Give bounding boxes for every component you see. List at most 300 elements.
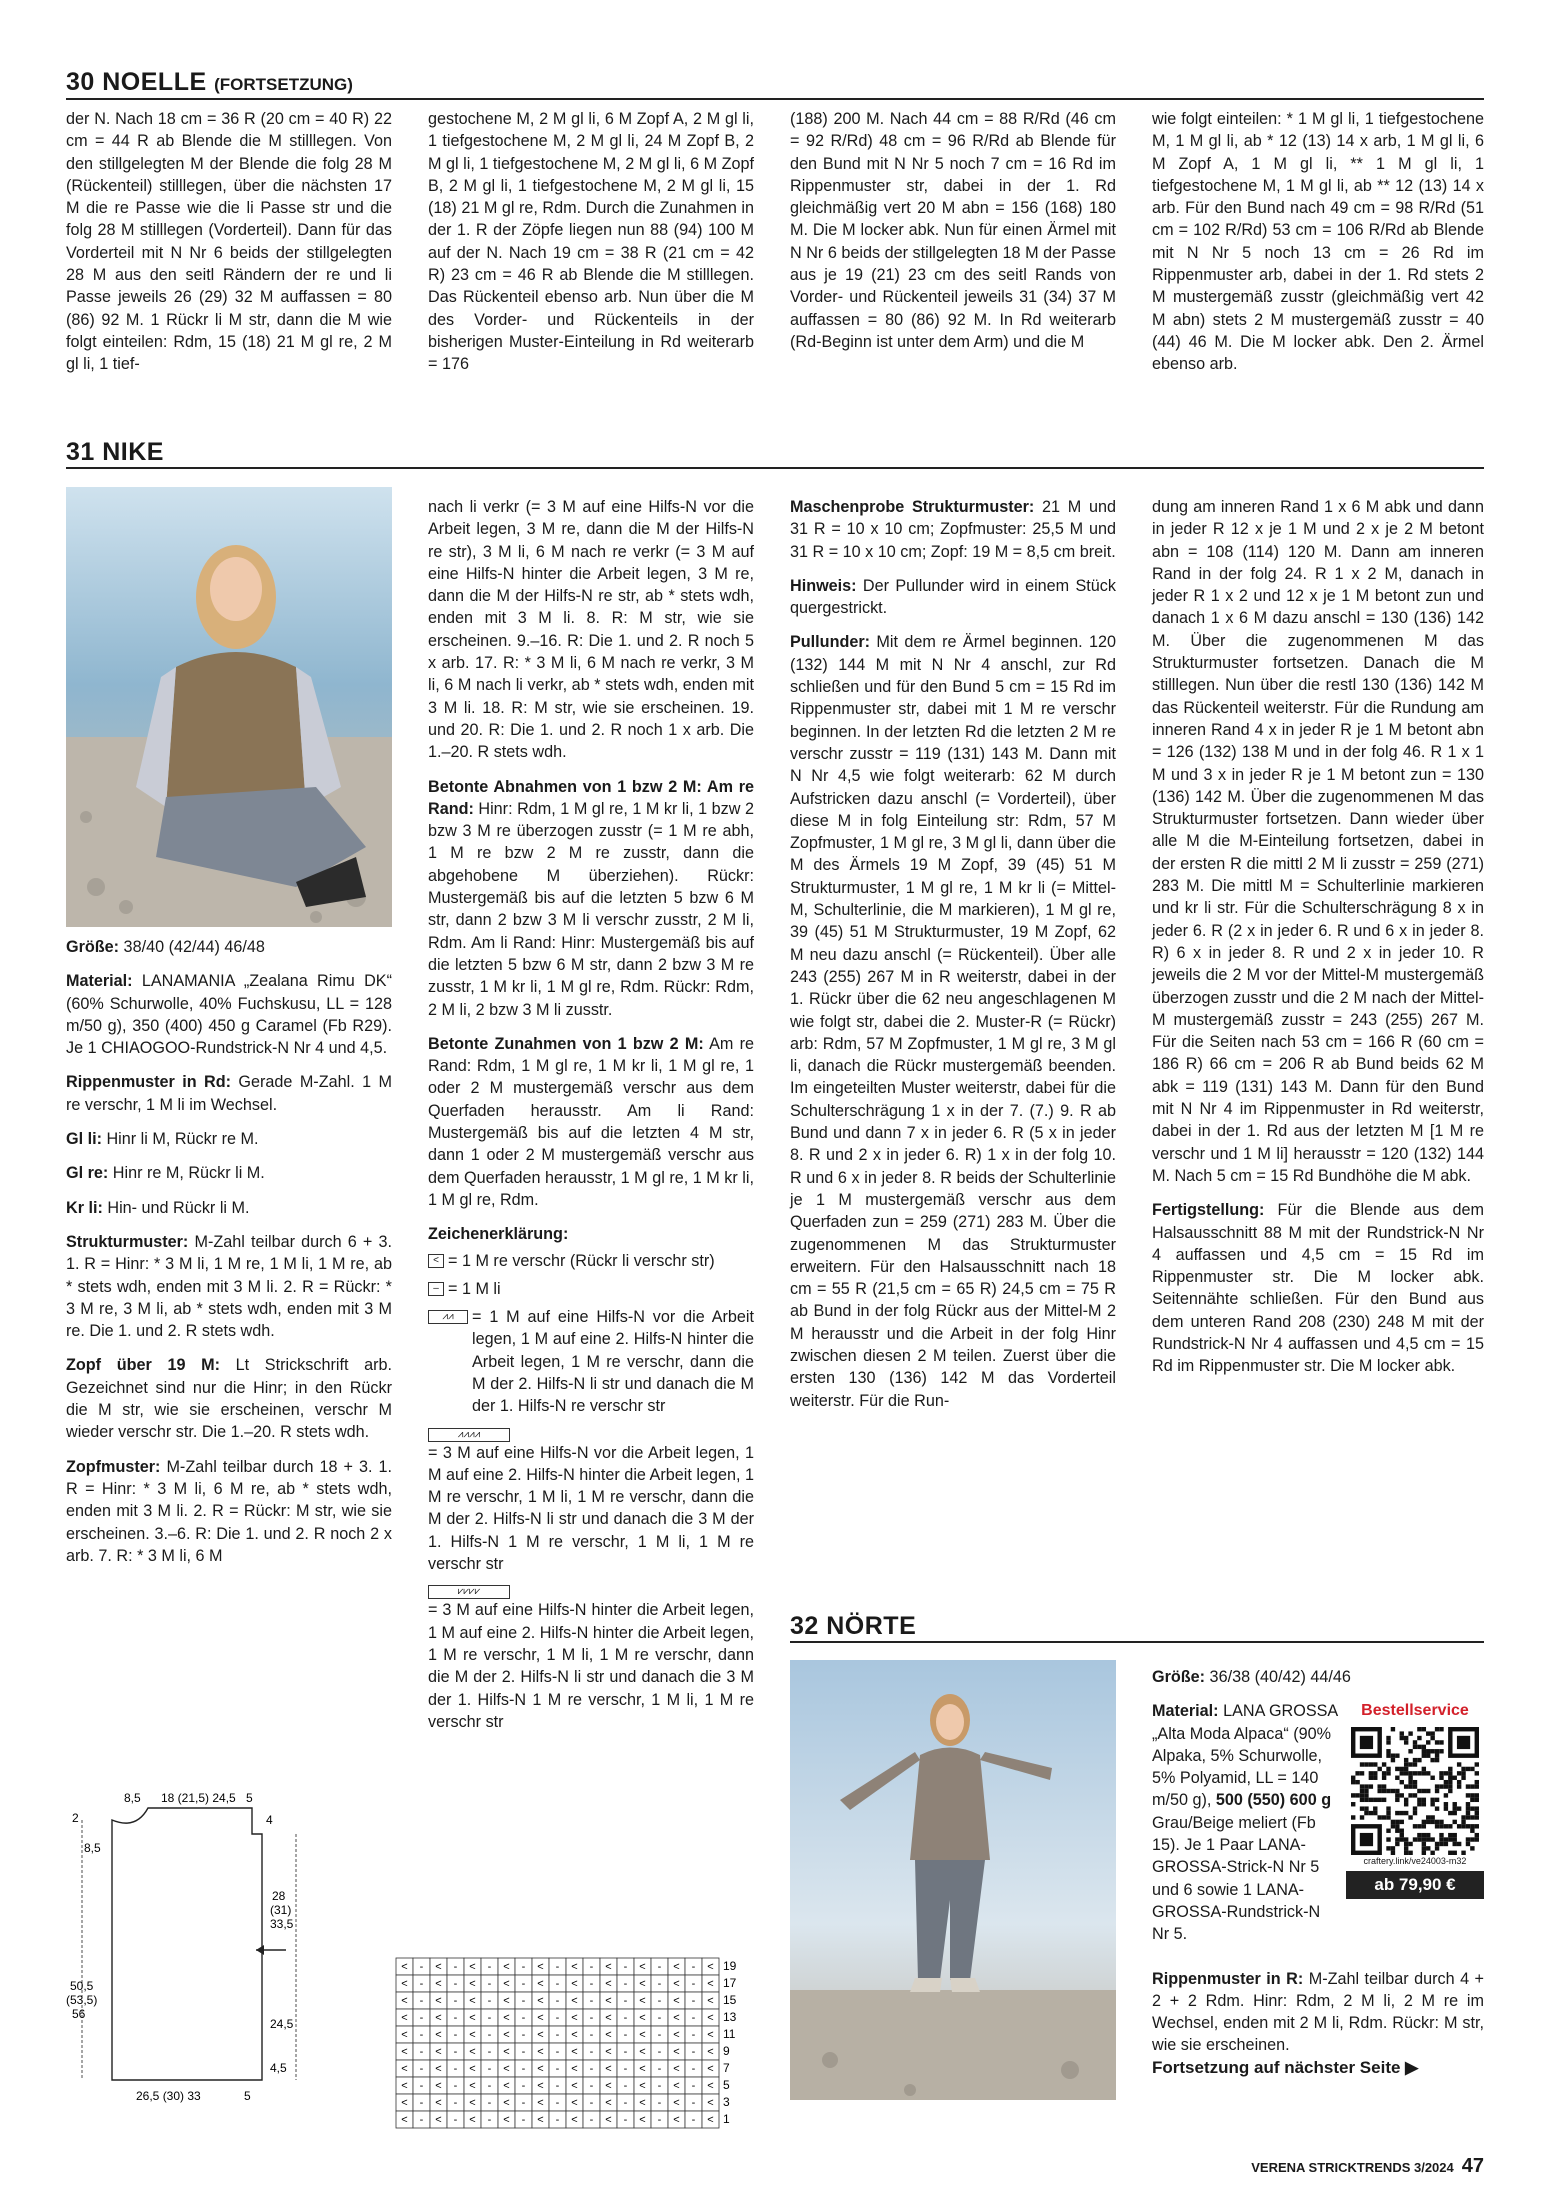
chart-cell-symbol: < bbox=[605, 2063, 612, 2075]
chart-cell-symbol: - bbox=[691, 1995, 696, 2007]
groesse-text: 38/40 (42/44) 46/48 bbox=[119, 938, 265, 956]
groesse-para bbox=[66, 936, 392, 958]
chart-cell-symbol: < bbox=[469, 2097, 476, 2109]
chart-cell-symbol: - bbox=[555, 1961, 560, 1973]
chart-cell-symbol: < bbox=[469, 2012, 476, 2024]
chart-cell-symbol: < bbox=[571, 2080, 578, 2092]
chart-cell-symbol: < bbox=[571, 2063, 578, 2075]
chart-cell-symbol: - bbox=[555, 1995, 560, 2007]
chart-row-label: 13 bbox=[723, 2010, 737, 2024]
legend-item-4 bbox=[428, 1424, 754, 1576]
chart-cell-symbol: < bbox=[639, 2080, 646, 2092]
schema-r-4: 33,5 bbox=[270, 1917, 294, 1931]
zopf-text: Lt Strickschrift arb. Gezeichnet sind nur die Hinr; in den Rückr die M str, wie sie erscheinen, verschr M wieder verschr str. Die 1.–20. R stets wdh. bbox=[66, 1356, 392, 1442]
schema-top-2: 18 (21,5) 24,5 bbox=[161, 1791, 236, 1805]
material-text: LANAMANIA „Zealana Rimu DK“ (60% Schurwolle, 40% Fuchskusu, LL = 128 m/50 g), 350 (400) 450 g Caramel (Fb R29). Je 1 CHIAOGOO-Rundstrick-N Nr 4 und 4,5. bbox=[66, 972, 392, 1058]
chart-cell-symbol: < bbox=[639, 1995, 646, 2007]
chart-cell-symbol: - bbox=[623, 2080, 628, 2092]
legend-item-3 bbox=[428, 1306, 754, 1417]
chart-cell-symbol: - bbox=[555, 2029, 560, 2041]
schema-b-1: 26,5 (30) 33 bbox=[136, 2089, 201, 2103]
chart-cell-symbol: - bbox=[589, 2046, 594, 2058]
chart-row-label: 19 bbox=[723, 1959, 737, 1973]
chart-cell-symbol: - bbox=[487, 2029, 492, 2041]
legend-title: Zeichenerklärung: bbox=[428, 1225, 569, 1244]
chart-row-label: 5 bbox=[723, 2078, 730, 2092]
chart-cell-symbol: < bbox=[537, 1995, 544, 2007]
chart-row-label: 11 bbox=[723, 2027, 736, 2041]
schema-l-3: 56 bbox=[72, 2007, 86, 2021]
chart-cell-symbol: < bbox=[537, 2080, 544, 2092]
chart-row-label: 3 bbox=[723, 2095, 730, 2109]
chart-cell-symbol: - bbox=[419, 1978, 424, 1990]
chart-cell-symbol: - bbox=[453, 1961, 458, 1973]
chart-cell-symbol: < bbox=[401, 2097, 408, 2109]
chart-cell-symbol: < bbox=[401, 1961, 408, 1973]
chart-cell-symbol: < bbox=[571, 2046, 578, 2058]
chart-cell-symbol: < bbox=[537, 2114, 544, 2126]
section-30-text-1: der N. Nach 18 cm = 36 R (20 cm = 40 R) 22 cm = 44 R ab Blende die M stilllegen. Von den stillgelegten M der Blende die folg 28 M (Rückenteil) stilllegen, über die nächsten 17 M die re Passe wie die li Passe str und die folg 28 M stilllegen (Vorderteil). Dann für das Vorderteil mit N Nr 6 beids der stillgelegten 28 M aus den seitl Rändern der re und li Passe jeweils 26 (29) 32 M auffassen = 80 (86) 92 M. 1 Rückr li M str, dann die M wie folgt einteilen: Rdm, 15 (18) 21 M gl re, 2 M gl li, 1 tief- bbox=[66, 110, 392, 374]
chart-cell-symbol: < bbox=[707, 2063, 714, 2075]
chart-cell-symbol: < bbox=[503, 1995, 510, 2007]
section-30-col-3 bbox=[790, 108, 1116, 365]
chart-cell-symbol: - bbox=[487, 2012, 492, 2024]
noerte-material-text: LANA GROSSA „Alta Moda Alpaca“ (90% Alpaka, 5% Schurwolle, 5% Polyamid, LL = 140 m/50 g), bbox=[1152, 1702, 1338, 1810]
kr-li-text: Hin- und Rückr li M. bbox=[102, 1198, 250, 1217]
chart-cell-symbol: < bbox=[537, 2029, 544, 2041]
struktur-heading: Strukturmuster: bbox=[66, 1232, 189, 1251]
noerte-model-photo bbox=[790, 1660, 1116, 2100]
chart-cell-symbol: - bbox=[623, 2046, 628, 2058]
chart-cell-symbol: < bbox=[537, 2046, 544, 2058]
chart-cell-symbol: < bbox=[707, 1995, 714, 2007]
chart-cell-symbol: - bbox=[657, 2114, 662, 2126]
chart-cell-symbol: < bbox=[639, 2012, 646, 2024]
fertigstellung-text: Für die Blende aus dem Halsausschnitt 88 M mit der Rundstrick-N Nr 4 auffassen und 4,5 cm = 15 Rd im Rippenmuster str. Die M locker abk. Seitennähte schließen. Für den Bund aus dem unteren Rand 208 (230) 248 M mit der Rundstrick-N Nr 4 auffassen und 4,5 cm = 15 Rd im Rippenmuster str. Die M locker abk. bbox=[1152, 1201, 1484, 1376]
section-30-subtitle: (FORTSETZUNG) bbox=[214, 75, 353, 94]
chart-cell-symbol: < bbox=[707, 2080, 714, 2092]
chart-cell-symbol: < bbox=[639, 2097, 646, 2109]
chart-cell-symbol: - bbox=[555, 2063, 560, 2075]
chart-row-label: 15 bbox=[723, 1993, 737, 2007]
chart-cell-symbol: < bbox=[605, 2097, 612, 2109]
chart-cell-symbol: - bbox=[453, 2097, 458, 2109]
zopfmuster-continued: nach li verkr (= 3 M auf eine Hilfs-N vor die Arbeit legen, 3 M re, dann die M der Hilfs-N re str), 3 M li, 6 M nach re verkr (= 3 M auf eine Hilfs-N hinter die Arbeit legen, 3 M re, dann die M der Hilfs-N re str, ab * stets wdh, enden mit 3 M li. 8. R: M str, wie sie erscheinen. 9.–16. R: Die 1. und 2. R noch 5 x arb. 17. R: * 3 M li, 6 M nach re verkr, 3 M li, 6 M nach li verkr, ab * stets wdh, enden mit 3 M li. 18. R: M str, wie sie erscheinen. 19. und 20. R: Die 1. und 2. R noch 1 x arb. Die 1.–20. R stets wdh. bbox=[428, 498, 754, 762]
chart-cell-symbol: < bbox=[707, 2012, 714, 2024]
chart-cell-symbol: < bbox=[707, 1978, 714, 1990]
page-footer bbox=[1251, 2155, 1484, 2178]
chart-cell-symbol: - bbox=[657, 2046, 662, 2058]
chart-cell-symbol: - bbox=[555, 1978, 560, 1990]
chart-cell-symbol: < bbox=[435, 1978, 442, 1990]
chart-cell-symbol: - bbox=[657, 1961, 662, 1973]
chart-cell-symbol: < bbox=[639, 2029, 646, 2041]
chart-cell-symbol: < bbox=[571, 1995, 578, 2007]
rippen-para bbox=[66, 1071, 392, 1116]
chart-cell-symbol: < bbox=[537, 1961, 544, 1973]
chart-cell-symbol: < bbox=[401, 2080, 408, 2092]
chart-cell-symbol: - bbox=[487, 2046, 492, 2058]
chart-cell-symbol: < bbox=[401, 1995, 408, 2007]
magazine-name: VERENA STRICKTRENDS 3/2024 bbox=[1251, 2160, 1454, 2175]
noerte-material-text-2: Grau/Beige meliert (Fb 15). Je 1 Paar LANA-GROSSA-Strick-N Nr 5 und 6 sowie 1 LANA-GROSSA-Rundstrick-N Nr 5. bbox=[1152, 1813, 1321, 1944]
chart-cell-symbol: < bbox=[673, 1961, 680, 1973]
chart-cell-symbol: - bbox=[691, 2080, 696, 2092]
material-heading: Material: bbox=[66, 972, 133, 991]
noerte-groesse-para bbox=[1152, 1666, 1484, 1688]
chart-cell-symbol: - bbox=[589, 2063, 594, 2075]
chart-cell-symbol: - bbox=[453, 2114, 458, 2126]
chart-cell-symbol: - bbox=[487, 2114, 492, 2126]
chart-cell-symbol: < bbox=[435, 1961, 442, 1973]
noerte-rippen-text: M-Zahl teilbar durch 4 + 2 + 2 Rdm. Hinr: Rdm, 2 M li, 2 M re im Wechsel, enden mit 2 M li, Rdm. Rückr: M str, wie sie erscheinen. bbox=[1152, 1969, 1485, 2055]
maschenprobe-para bbox=[790, 496, 1116, 563]
chart-cell-symbol: - bbox=[419, 2029, 424, 2041]
chart-cell-symbol: < bbox=[605, 1961, 612, 1973]
schema-l-1: 50,5 bbox=[70, 1979, 94, 1993]
chart-cell-symbol: - bbox=[589, 2012, 594, 2024]
chart-cell-symbol: - bbox=[623, 1961, 628, 1973]
strickschrift-svg bbox=[394, 1948, 766, 2138]
chart-cell-symbol: - bbox=[419, 1995, 424, 2007]
schema-r-5: 24,5 bbox=[270, 2017, 294, 2031]
chart-cell-symbol: < bbox=[435, 2029, 442, 2041]
section-31-rule bbox=[66, 467, 1484, 469]
chart-cell-symbol: - bbox=[657, 1978, 662, 1990]
chart-cell-symbol: - bbox=[589, 1995, 594, 2007]
pullunder-heading: Pullunder: bbox=[790, 633, 871, 652]
chart-cell-symbol: - bbox=[657, 1995, 662, 2007]
noerte-material-para bbox=[1152, 1700, 1346, 1945]
chart-cell-symbol: < bbox=[537, 2012, 544, 2024]
chart-cell-symbol: < bbox=[639, 2046, 646, 2058]
gl-li-para bbox=[66, 1128, 392, 1150]
zopf-para bbox=[66, 1354, 392, 1443]
fertigstellung-para bbox=[1152, 1199, 1484, 1377]
chart-cell-symbol: < bbox=[401, 2029, 408, 2041]
schema-l-2: (53,5) bbox=[66, 1993, 98, 2007]
chart-cell-symbol: < bbox=[605, 2029, 612, 2041]
zopfmuster-para bbox=[66, 1456, 392, 1567]
abnahmen-heading: Betonte Abnahmen von 1 bzw 2 M: Am re Rand: bbox=[428, 777, 754, 818]
rippen-heading: Rippenmuster in Rd: bbox=[66, 1073, 232, 1092]
chart-cell-symbol: - bbox=[691, 2029, 696, 2041]
legend-text-1: = 1 M re verschr (Rückr li verschr str) bbox=[448, 1251, 715, 1270]
chart-cell-symbol: < bbox=[435, 2114, 442, 2126]
chart-cell-symbol: - bbox=[657, 2012, 662, 2024]
legend-item-1 bbox=[428, 1250, 754, 1272]
nike-model-photo bbox=[66, 487, 392, 927]
chart-cell-symbol: - bbox=[623, 2097, 628, 2109]
chart-cell-symbol: < bbox=[673, 2012, 680, 2024]
chart-cell-symbol: < bbox=[605, 2046, 612, 2058]
chart-cell-symbol: - bbox=[555, 2046, 560, 2058]
chart-cell-symbol: - bbox=[453, 2063, 458, 2075]
chart-cell-symbol: < bbox=[605, 2012, 612, 2024]
section-32-text bbox=[1152, 1666, 1484, 2079]
material-row bbox=[1152, 1700, 1484, 1945]
chart-cell-symbol: - bbox=[453, 1978, 458, 1990]
gl-re-heading: Gl re: bbox=[66, 1164, 109, 1183]
chart-row-label: 9 bbox=[723, 2044, 730, 2058]
schema-lt-2: 8,5 bbox=[84, 1841, 101, 1855]
chart-cell-symbol: < bbox=[503, 2046, 510, 2058]
zunahmen-text: Am re Rand: Rdm, 1 M gl re, 1 M kr li, 1 M gl re, 1 oder 2 M mustergemäß verschr aus dem Querfaden herausstr. Am li Rand: Mustergemäß bis auf die letzten 4 M str, dann 1 oder 2 M mustergemäß verschr aus dem Querfaden herausstr, 1 M gl re, 1 M kr li, 1 M gl re, Rdm. bbox=[428, 1034, 755, 1209]
chart-cell-symbol: < bbox=[469, 1961, 476, 1973]
chart-cell-symbol: - bbox=[657, 2097, 662, 2109]
chart-cell-symbol: < bbox=[469, 1978, 476, 1990]
noerte-photo-illustration bbox=[790, 1660, 1116, 2100]
chart-cell-symbol: - bbox=[589, 2097, 594, 2109]
section-32-rule bbox=[790, 1641, 1484, 1643]
noerte-rippen-heading: Rippenmuster in R: bbox=[1152, 1969, 1304, 1988]
chart-cell-symbol: - bbox=[691, 2114, 696, 2126]
chart-cell-symbol: < bbox=[469, 2046, 476, 2058]
chart-cell-symbol: - bbox=[555, 2080, 560, 2092]
section-30-rule bbox=[66, 98, 1484, 100]
section-31-col-3 bbox=[790, 496, 1116, 1424]
chart-cell-symbol: - bbox=[521, 2080, 526, 2092]
zopfmuster-heading: Zopfmuster: bbox=[66, 1457, 161, 1476]
chart-cell-symbol: < bbox=[401, 2046, 408, 2058]
chart-cell-symbol: < bbox=[503, 2097, 510, 2109]
chart-cell-symbol: < bbox=[707, 2097, 714, 2109]
schema-outline bbox=[112, 1808, 262, 2080]
chart-cell-symbol: - bbox=[521, 2012, 526, 2024]
noerte-rippen-para bbox=[1152, 1968, 1484, 2057]
chart-cell-symbol: - bbox=[487, 1978, 492, 1990]
noerte-material-weight: 500 (550) 600 g bbox=[1215, 1791, 1332, 1810]
chart-cell-symbol: - bbox=[691, 2063, 696, 2075]
chart-cell-symbol: < bbox=[571, 1961, 578, 1973]
price-badge: ab 79,90 € bbox=[1346, 1871, 1484, 1899]
chart-cell-symbol: - bbox=[691, 1978, 696, 1990]
chart-cell-symbol: < bbox=[673, 1978, 680, 1990]
chart-cell-symbol: < bbox=[571, 2012, 578, 2024]
groesse-heading: Größe: bbox=[66, 938, 120, 956]
chart-cell-symbol: < bbox=[503, 2012, 510, 2024]
section-30-text-2: gestochene M, 2 M gl li, 6 M Zopf A, 2 M gl li, 1 tiefgestochene M, 2 M gl li, 24 M Zopf B, 2 M gl li, 1 tiefgestochene M, 2 M gl li, 6 M Zopf B, 2 M gl li, 1 tiefgestochene M, 2 M gl li, 15 (18) 21 M gl re, Rdm. Durch die Zunahmen in der 1. R der Zöpfe liegen nun 88 (94) 100 M auf der N. Nach 19 cm = 38 R (21 cm = 42 R) 23 cm = 46 R ab Blende die M stilllegen. Das Rückenteil ebenso arb. Nun über die M des Vorder- und Rückenteils in der bisherigen Muster-Einteilung in Rd weiterarb = 176 bbox=[428, 110, 754, 374]
chart-cell-symbol: < bbox=[537, 1978, 544, 1990]
chart-cell-symbol: < bbox=[605, 2114, 612, 2126]
kr-li-heading: Kr li: bbox=[66, 1198, 103, 1217]
chart-cell-symbol: < bbox=[435, 2097, 442, 2109]
chart-cell-symbol: < bbox=[503, 2029, 510, 2041]
chart-row-label: 1 bbox=[723, 2112, 730, 2126]
schema-lt-1: 2 bbox=[72, 1811, 79, 1825]
chart-cell-symbol: - bbox=[623, 2063, 628, 2075]
section-31-col-4 bbox=[1152, 496, 1484, 1390]
chart-cell-symbol: < bbox=[707, 2046, 714, 2058]
abnahmen-para bbox=[428, 776, 754, 1021]
pullunder-text: Mit dem re Ärmel beginnen. 120 (132) 144 M mit N Nr 4 anschl, zur Rd schließen und für den Bund 5 cm = 15 Rd im Rippenmuster str, dabei mit 1 M re verschr beginnen. In der letzten Rd die letzten 2 M re verschr zusstr = 119 (131) 143 M. Dann mit N Nr 4,5 wie folgt weiterarb: 62 M durch Aufstricken dazu anschl (= Vorderteil), über diese M in folg Einteilung str: Rdm, 57 M Zopfmuster, 1 M gl re, 3 M gl li, dann über die M des Ärmels 19 M Zopf, 39 (45) 51 M Strukturmuster, 1 M gl re, 1 M kr li (= Mittel-M, Schulterlinie, die M markieren), 1 M gl re, 39 (45) 51 M Strukturmuster, 19 M Zopf, 62 M neu dazu anschl (= Rückenteil). Über alle 243 (255) 267 M in R weiterstr, dabei in der 1. Rückr über die 62 neu angeschlagenen M wie folgt str, dabei die 2. Muster-R (= Rückr) arb: Rdm, 57 M Zopfmuster, 1 M gl re, 3 M gl li, danach die Rückr mustergemäß beenden. Im eingeteilten Muster weiterstr, dabei für die Schulterschrägung 1 x in der 7. (7.) 9. R ab Bund und dann 7 x in jeder 6. R (5 x in jeder 8. R und 2 x in jeder 6. R) 1 x in der folg 10. R und 6 x in jeder 8. R beids der Schulterlinie je 1 M mustergemäß verschr aus dem Querfaden zun = 259 (271) 283 M. Über die zugenommenen M das Strukturmuster erweitern. Für den Halsausschnitt nach 18 cm = 55 R (21,5 cm = 65 R) 24,5 cm = 75 R ab Bund in der folg Rückr aus der Mittel-M 2 M herausstr und die Arbeit in der folg Hinr zwischen diesen 2 M teilen. Zuerst über die ersten 130 (136) 142 M das Vorderteil weiterstr. Für die Run- bbox=[790, 633, 1116, 1410]
chart-cell-symbol: < bbox=[673, 2097, 680, 2109]
chart-cell-symbol: - bbox=[419, 2046, 424, 2058]
chart-cell-symbol: < bbox=[605, 1978, 612, 1990]
chart-cell-symbol: - bbox=[657, 2029, 662, 2041]
chart-cell-symbol: - bbox=[623, 1978, 628, 1990]
qr-code-icon[interactable] bbox=[1351, 1727, 1479, 1855]
section-32-title: 32 NÖRTE bbox=[790, 1612, 917, 1640]
section-30-col-1 bbox=[66, 108, 392, 388]
chart-cell-symbol: < bbox=[469, 2029, 476, 2041]
chart-cell-symbol: - bbox=[691, 2046, 696, 2058]
chart-cell-symbol: - bbox=[487, 2063, 492, 2075]
chart-cell-symbol: < bbox=[469, 2080, 476, 2092]
zopfmuster-text: M-Zahl teilbar durch 18 + 3. 1. R = Hinr: * 3 M li, 6 M re, ab * stets wdh, enden mit 3 M li. 2. R = Rückr: M str, wie sie erscheinen. 3.–6. R: Die 1. und 2. R noch 2 x arb. 7. R: * 3 M li, 6 M bbox=[66, 1457, 392, 1565]
rippen-text: Gerade M-Zahl. 1 M re verschr, 1 M li im Wechsel. bbox=[66, 1073, 392, 1114]
chart-cell-symbol: < bbox=[707, 2114, 714, 2126]
gl-li-text: Hinr li M, Rückr re M. bbox=[101, 1130, 259, 1149]
chart-cell-symbol: < bbox=[469, 1995, 476, 2007]
chart-cell-symbol: < bbox=[401, 1978, 408, 1990]
chart-cell-symbol: - bbox=[453, 1995, 458, 2007]
material-para bbox=[66, 970, 392, 1059]
chart-cell-symbol: - bbox=[691, 2012, 696, 2024]
chart-cell-symbol: < bbox=[605, 2080, 612, 2092]
legend-item-5 bbox=[428, 1581, 754, 1733]
fortsetzung-link[interactable]: Fortsetzung auf nächster Seite ▶ bbox=[1152, 2057, 1419, 2077]
chart-cell-symbol: < bbox=[503, 1978, 510, 1990]
chart-cell-symbol: < bbox=[639, 2063, 646, 2075]
pullunder-para bbox=[790, 631, 1116, 1411]
schnittschema bbox=[66, 1790, 392, 2130]
legend-symbol-1: < bbox=[428, 1254, 444, 1268]
chart-cell-symbol: - bbox=[589, 2029, 594, 2041]
chart-cell-symbol: - bbox=[521, 2114, 526, 2126]
chart-cell-symbol: - bbox=[487, 1995, 492, 2007]
section-31-col-1 bbox=[66, 936, 392, 1579]
chart-cell-symbol: < bbox=[707, 2029, 714, 2041]
bestellservice-box[interactable] bbox=[1346, 1700, 1484, 1945]
chart-cell-symbol: < bbox=[537, 2063, 544, 2075]
strickschrift bbox=[394, 1948, 766, 2138]
chart-cell-symbol: < bbox=[571, 2029, 578, 2041]
chart-cell-symbol: - bbox=[589, 2114, 594, 2126]
chart-cell-symbol: < bbox=[639, 2114, 646, 2126]
schema-b-2: 5 bbox=[244, 2089, 251, 2103]
bestellservice-label: Bestellservice bbox=[1361, 1702, 1469, 1720]
chart-cell-symbol: - bbox=[521, 1978, 526, 1990]
chart-cell-symbol: - bbox=[589, 1978, 594, 1990]
chart-cell-symbol: < bbox=[639, 1978, 646, 1990]
chart-cell-symbol: - bbox=[453, 2046, 458, 2058]
chart-cell-symbol: - bbox=[623, 2114, 628, 2126]
chart-cell-symbol: - bbox=[521, 2063, 526, 2075]
section-30-text-3: (188) 200 M. Nach 44 cm = 88 R/Rd (46 cm = 92 R/Rd) 48 cm = 96 R/Rd ab Blende für den Bund mit N Nr 5 noch 7 cm = 16 Rd im Rippenmuster str, dabei in der 1. Rd gleichmäßig vert 20 M abn = 156 (168) 180 M. Die M locker abk. Nun für einen Ärmel mit N Nr 6 beids der stillgelegten 18 M der Passe aus je 19 (21) 23 cm des seitl Rands von Vorder- und Rückenteil jeweils 31 (34) 37 M auffassen = 80 (86) 92 M. In Rd weiterarb (Rd-Beginn ist unter dem Arm) und die M bbox=[790, 110, 1116, 351]
chart-cell-symbol: - bbox=[419, 2080, 424, 2092]
schema-top-3: 5 bbox=[246, 1791, 253, 1805]
chart-cell-symbol: < bbox=[673, 2063, 680, 2075]
chart-cell-symbol: < bbox=[605, 1995, 612, 2007]
legend-symbol-2: – bbox=[428, 1282, 444, 1296]
noerte-groesse-text: 36/38 (40/42) 44/46 bbox=[1205, 1668, 1351, 1686]
hinweis-para bbox=[790, 575, 1116, 620]
zopf-heading: Zopf über 19 M: bbox=[66, 1356, 220, 1375]
legend-text-3: = 1 M auf eine Hilfs-N vor die Arbeit legen, 1 M auf eine 2. Hilfs-N hinter die Arbeit legen, 1 M re verschr, dann die M der 2. Hilfs-N li str und danach die M der 1. Hilfs-N re verschr str bbox=[472, 1308, 754, 1416]
schema-r-1: 4 bbox=[266, 1813, 273, 1827]
section-30-title-text: 30 NOELLE bbox=[66, 68, 207, 96]
chart-cell-symbol: - bbox=[419, 2012, 424, 2024]
legend-symbol-4: ⩘⩘⩘⩘ bbox=[428, 1428, 510, 1442]
legend-text-4: = 3 M auf eine Hilfs-N vor die Arbeit legen, 1 M auf eine 2. Hilfs-N hinter die Arbeit legen, 1 M re verschr, 1 M li, 1 M re verschr, dann die M der 2. Hilfs-N li str und danach die 3 M der 1. Hilfs-N 1 M re verschr, 1 M li, 1 M re verschr str bbox=[428, 1443, 754, 1574]
chart-cell-symbol: - bbox=[691, 1961, 696, 1973]
chart-cell-symbol: < bbox=[435, 2080, 442, 2092]
chart-cell-symbol: - bbox=[453, 2012, 458, 2024]
nike-photo-illustration bbox=[66, 487, 392, 927]
chart-cell-symbol: - bbox=[419, 2114, 424, 2126]
chart-cell-symbol: - bbox=[555, 2114, 560, 2126]
hinweis-heading: Hinweis: bbox=[790, 576, 857, 595]
section-30-col-2 bbox=[428, 108, 754, 388]
chart-cell-symbol: - bbox=[487, 1961, 492, 1973]
chart-cell-symbol: - bbox=[555, 2012, 560, 2024]
chart-cell-symbol: < bbox=[503, 1961, 510, 1973]
schema-svg bbox=[66, 1790, 392, 2130]
chart-cell-symbol: - bbox=[589, 1961, 594, 1973]
schema-r-2: 28 bbox=[272, 1889, 286, 1903]
fertigstellung-heading: Fertigstellung: bbox=[1152, 1201, 1265, 1220]
chart-cell-symbol: < bbox=[401, 2114, 408, 2126]
chart-cell-symbol: < bbox=[435, 2012, 442, 2024]
chart-cell-symbol: - bbox=[623, 2012, 628, 2024]
chart-cell-symbol: - bbox=[521, 2029, 526, 2041]
chart-cell-symbol: < bbox=[673, 2029, 680, 2041]
rundung-para bbox=[1152, 496, 1484, 1187]
gl-re-text: Hinr re M, Rückr li M. bbox=[108, 1164, 265, 1183]
chart-cell-symbol: - bbox=[521, 2097, 526, 2109]
qr-link[interactable]: craftery.link/ve24003-m32 bbox=[1363, 1855, 1467, 1866]
chart-cell-symbol: - bbox=[419, 1961, 424, 1973]
chart-cell-symbol: - bbox=[487, 2097, 492, 2109]
gl-re-para bbox=[66, 1162, 392, 1184]
chart-cell-symbol: < bbox=[571, 2097, 578, 2109]
chart-cell-symbol: < bbox=[673, 2114, 680, 2126]
chart-cell-symbol: < bbox=[435, 2046, 442, 2058]
kr-li-para bbox=[66, 1197, 392, 1219]
chart-cell-symbol: - bbox=[419, 2063, 424, 2075]
legend-symbol-5: ⩗⩗⩗⩗ bbox=[428, 1585, 510, 1599]
chart-cell-symbol: < bbox=[435, 2063, 442, 2075]
struktur-para bbox=[66, 1231, 392, 1342]
chart-cell-symbol: - bbox=[623, 2029, 628, 2041]
section-30-title bbox=[66, 68, 353, 97]
chart-cell-symbol: - bbox=[521, 2046, 526, 2058]
chart-cell-symbol: < bbox=[673, 1995, 680, 2007]
chart-cell-symbol: - bbox=[453, 2029, 458, 2041]
noerte-material-heading: Material: bbox=[1152, 1702, 1219, 1721]
chart-cell-symbol: < bbox=[503, 2063, 510, 2075]
section-31-col-2 bbox=[428, 496, 754, 1739]
chart-cell-symbol: - bbox=[657, 2063, 662, 2075]
rundung-text: dung am inneren Rand 1 x 6 M abk und dann in jeder R 12 x je 1 M und 2 x je 2 M betont abn = 108 (114) 120 M. Dann am inneren Rand in der folg 24. R 1 x 2 M, danach in jeder R 1 x 2 und 12 x je 1 M betont zun und danach 1 x 6 M dazu anschl = 130 (136) 142 M. Über die zugenommenen M das Strukturmuster fortsetzen. Danach die M stilllegen. Nun über die restl 130 (136) 142 M das Rückenteil weiterstr. Für die Rundung am inneren Rand 4 x in jeder R je 1 M betont abn = 126 (132) 138 M und in der folg 46. R 1 x 1 M und 3 x in jeder R je 1 M betont zun = 130 (136) 142 M. Über die zugenommenen M das Strukturmuster fortsetzen. Dann wieder über alle M die M-Einteilung fortsetzen, dabei in der ersten R die mittl 2 M li zusstr = 259 (271) 283 M. Die mittl M = Schulterlinie markieren und kr li str. Für die Schulterschrägung 8 x in jeder 6. R (2 x in jeder 6. R und 6 x in jeder 8. R) 6 x in jeder 8. R und 2 x in jeder 10. R jeweils die 2 M vor der Mittel-M mustergemäß überzogen zusstr und die 2 M nach der Mittel-M mustergemäß zusstr = 243 (255) 267 M. Für die Seiten nach 53 cm = 166 R (60 cm = 186 R) 66 cm = 206 R ab Bund beids 62 M abk = 119 (131) 143 M. Dann für den Bund mit N Nr 4 im Rippenmuster in Rd weiterstr, dabei in der 1. Rd aus der letzten M [1 M re verschr und 1 M li] herausstr = 120 (132) 144 M. Nach 5 cm = 15 Rd Bundhöhe die M abk. bbox=[1152, 498, 1484, 1185]
chart-cell-symbol: - bbox=[555, 2097, 560, 2109]
chart-row-label: 7 bbox=[723, 2061, 730, 2075]
chart-cell-symbol: - bbox=[521, 1995, 526, 2007]
zunahmen-heading: Betonte Zunahmen von 1 bzw 2 M: bbox=[428, 1034, 704, 1053]
legend-symbol-3: ⩘⩘ bbox=[428, 1310, 468, 1324]
chart-cell-symbol: < bbox=[571, 1978, 578, 1990]
chart-cell-symbol: - bbox=[623, 1995, 628, 2007]
section-30-text-4: wie folgt einteilen: * 1 M gl li, 1 tiefgestochene M, 1 M gl li, ab * 12 (13) 14 x arb, 1 M gl li, 6 M Zopf A, 1 M gl li, ** 1 M gl li, 1 tiefgestochene M, 1 M gl li, ab ** 12 (13) 14 x arb. Für den Bund nach 49 cm = 98 R/Rd (51 cm = 102 R/Rd) 53 cm = 106 R/Rd ab Blende mit N Nr 5 noch 13 cm = 26 Rd im Rippenmuster arb, dabei in der 1. Rd stets 2 M mustergemäß zusstr (gleichmäßig vert 42 M abn) stets 2 M mustergemäß zusstr = 40 (44) 46 M. Die M locker abk. Den 2. Ärmel ebenso arb. bbox=[1152, 110, 1484, 374]
maschenprobe-heading: Maschenprobe Strukturmuster: bbox=[790, 498, 1035, 516]
chart-cell-symbol: < bbox=[571, 2114, 578, 2126]
chart-cell-symbol: < bbox=[503, 2080, 510, 2092]
chart-cell-symbol: - bbox=[589, 2080, 594, 2092]
chart-cell-symbol: - bbox=[419, 2097, 424, 2109]
chart-cell-symbol: < bbox=[401, 2063, 408, 2075]
chart-cell-symbol: < bbox=[401, 2012, 408, 2024]
